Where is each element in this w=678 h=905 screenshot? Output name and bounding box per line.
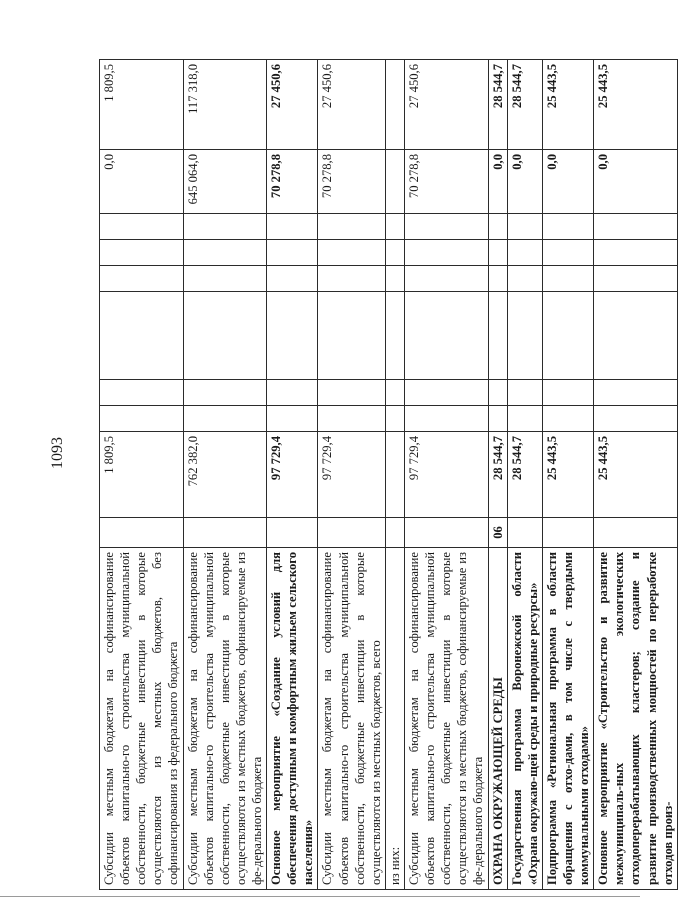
row-value-total: 25 443,5 (542, 432, 593, 518)
row-name: ОХРАНА ОКРУЖАЮЩЕЙ СРЕДЫ (488, 548, 507, 890)
row-value-total: 28 544,7 (507, 432, 542, 518)
row-value-federal: 0,0 (488, 150, 507, 214)
row-value-total: 97 729,4 (267, 432, 318, 518)
row-value-federal: 70 278,8 (404, 150, 488, 214)
row-value-regional: 117 318,0 (183, 60, 267, 150)
row-value-federal: 0,0 (594, 150, 678, 214)
row-value-total: 1 809,5 (100, 432, 184, 518)
budget-table (99, 59, 678, 890)
row-value-b (488, 292, 507, 380)
row-name: Субсидии местным бюджетам на софинансирование объектов капитально-го строительства муниципальной собственности, бюджетные инвестиции в которые осуществляются из местных бюджетов, без софинансирования из федерального бюджета (100, 548, 184, 890)
row-value-federal: 0,0 (542, 150, 593, 214)
page-number: 1093 (49, 437, 66, 469)
row-name: Субсидии местным бюджетам на софинансирование объектов капитально-го строительства муниципальной собственности, бюджетные инвестиции в которые осуществляются из местных бюджетов, софинансируемые из фе-дерального бюджета (404, 548, 488, 890)
page-edge-rule (0, 896, 640, 897)
row-value-regional: 25 443,5 (594, 60, 678, 150)
row-value-federal: 645 064,0 (183, 150, 267, 214)
table-row (507, 60, 542, 890)
row-value-regional: 25 443,5 (542, 60, 593, 150)
table-row (542, 60, 593, 890)
table-row (594, 60, 678, 890)
row-value-regional: 1 809,5 (100, 60, 184, 150)
table-row (385, 60, 404, 890)
row-value-total: 762 382,0 (183, 432, 267, 518)
table-row (318, 60, 385, 890)
row-name: Субсидии местным бюджетам на софинансирование объектов капитально-го строительства муниципальной собственности, бюджетные инвестиции в которые осуществляются из местных бюджетов, всего (318, 548, 385, 890)
row-value-b (594, 292, 678, 380)
row-value-federal (385, 150, 404, 214)
row-code (100, 518, 184, 548)
row-code (267, 518, 318, 548)
row-value-federal: 0,0 (507, 150, 542, 214)
row-value-b (100, 292, 184, 380)
table-row (404, 60, 488, 890)
row-value-b (318, 292, 385, 380)
row-name: Основное мероприятие «Строительство и развитие межмуниципаль-ных экологических отходоперерабатывающих кластеров; создание и развитие производственных мощностей по переработке отходов произ- (594, 548, 678, 890)
row-value-b (267, 292, 318, 380)
row-code (594, 518, 678, 548)
row-value-regional: 28 544,7 (488, 60, 507, 150)
row-name: из них: (385, 548, 404, 890)
table-row (183, 60, 267, 890)
row-value-b (183, 292, 267, 380)
row-name: Подпрограмма «Региональная программа в области обращения с отхо-дами, в том числе с твердыми коммунальными отходами» (542, 548, 593, 890)
row-value-federal: 70 278,8 (318, 150, 385, 214)
row-value-regional: 27 450,6 (267, 60, 318, 150)
row-value-federal: 0,0 (100, 150, 184, 214)
row-code (542, 518, 593, 548)
row-code (404, 518, 488, 548)
row-code (318, 518, 385, 548)
row-value-total: 97 729,4 (318, 432, 385, 518)
row-name: Государственная программа Воронежской области «Охрана окружаю-щей среды и природные ресурсы» (507, 548, 542, 890)
row-value-regional: 27 450,6 (404, 60, 488, 150)
row-value-b (385, 292, 404, 380)
table-row (488, 60, 507, 890)
table-row (100, 60, 184, 890)
row-value-total: 28 544,7 (488, 432, 507, 518)
table-row (267, 60, 318, 890)
row-value-b (404, 292, 488, 380)
row-value-total (385, 432, 404, 518)
row-value-regional: 27 450,6 (318, 60, 385, 150)
row-name: Основное мероприятие «Создание условий для обеспечения доступным и комфортным жильем сельского населения» (267, 548, 318, 890)
row-code (385, 518, 404, 548)
row-value-total: 97 729,4 (404, 432, 488, 518)
row-value-total: 25 443,5 (594, 432, 678, 518)
row-value-regional (385, 60, 404, 150)
row-value-regional: 28 544,7 (507, 60, 542, 150)
row-value-b (542, 292, 593, 380)
row-name: Субсидии местным бюджетам на софинансирование объектов капитально-го строительства муниципальной собственности, бюджетные инвестиции в которые осуществляются из местных бюджетов, софинансируемые из фе-дерального бюджета (183, 548, 267, 890)
budget-table-container (99, 60, 678, 890)
row-code (507, 518, 542, 548)
row-code: 06 (488, 518, 507, 548)
row-value-federal: 70 278,8 (267, 150, 318, 214)
row-value-b (507, 292, 542, 380)
row-code (183, 518, 267, 548)
